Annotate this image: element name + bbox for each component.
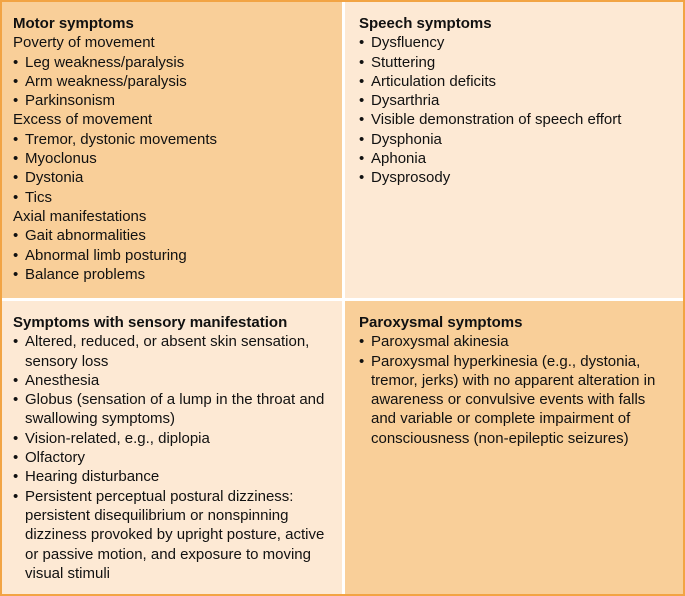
list-item: • Dystonia xyxy=(13,168,332,187)
list-item: • Dysprosody xyxy=(359,168,673,187)
panel-title: Motor symptoms xyxy=(13,15,134,32)
symptom-list xyxy=(359,332,673,448)
panel-paroxysmal-symptoms xyxy=(345,301,683,594)
list-item: • Paroxysmal hyperkinesia (e.g., dystonia, tremor, jerks) with no apparent alteration in awareness or convulsive events with falls and variable or complete impairment of consciousness (non-epileptic seizures) xyxy=(359,352,673,448)
list-item: • Anesthesia xyxy=(13,371,332,390)
list-item: • Myoclonus xyxy=(13,149,332,168)
subheading: Axial manifestations xyxy=(13,207,147,225)
list-item: • Stuttering xyxy=(359,53,673,72)
list-item: • Tremor, dystonic movements xyxy=(13,130,332,149)
list-item: • Gait abnormalities xyxy=(13,226,332,245)
panel-motor-symptoms xyxy=(2,2,342,298)
list-item: • Altered, reduced, or absent skin sensation, sensory loss xyxy=(13,332,332,371)
list-item: • Dysphonia xyxy=(359,130,673,149)
symptom-list xyxy=(359,33,673,187)
list-item: • Leg weakness/paralysis xyxy=(13,53,332,72)
list-item: • Hearing disturbance xyxy=(13,467,332,486)
list-item: • Paroxysmal akinesia xyxy=(359,332,673,351)
panel-speech-symptoms xyxy=(345,2,683,298)
symptom-list xyxy=(13,332,332,583)
list-item: • Arm weakness/paralysis xyxy=(13,72,332,91)
list-item: • Persistent perceptual postural dizziness: persistent disequilibrium or nonspinning dizziness provoked by upright posture, active or passive motion, and exposure to moving visual stimuli xyxy=(13,487,332,583)
list-item: • Aphonia xyxy=(359,149,673,168)
list-item: • Globus (sensation of a lump in the throat and swallowing symptoms) xyxy=(13,390,332,429)
list-item: • Abnormal limb posturing xyxy=(13,246,332,265)
list-item: • Tics xyxy=(13,188,332,207)
subheading: Excess of movement xyxy=(13,111,153,129)
list-item: • Dysfluency xyxy=(359,33,673,52)
list-item: • Dysarthria xyxy=(359,91,673,110)
subheading: Poverty of movement xyxy=(13,34,155,52)
list-item: • Balance problems xyxy=(13,265,332,284)
panel-title: Symptoms with sensory manifestation xyxy=(13,314,288,331)
list-item: • Vision-related, e.g., diplopia xyxy=(13,429,332,448)
panel-sensory-symptoms xyxy=(2,301,342,594)
panel-title: Speech symptoms xyxy=(359,15,492,32)
list-item: • Visible demonstration of speech effort xyxy=(359,110,673,129)
list-item: • Olfactory xyxy=(13,448,332,467)
panel-title: Paroxysmal symptoms xyxy=(359,314,523,331)
list-item: • Articulation deficits xyxy=(359,72,673,91)
symptom-list xyxy=(13,33,332,284)
list-item: • Parkinsonism xyxy=(13,91,332,110)
